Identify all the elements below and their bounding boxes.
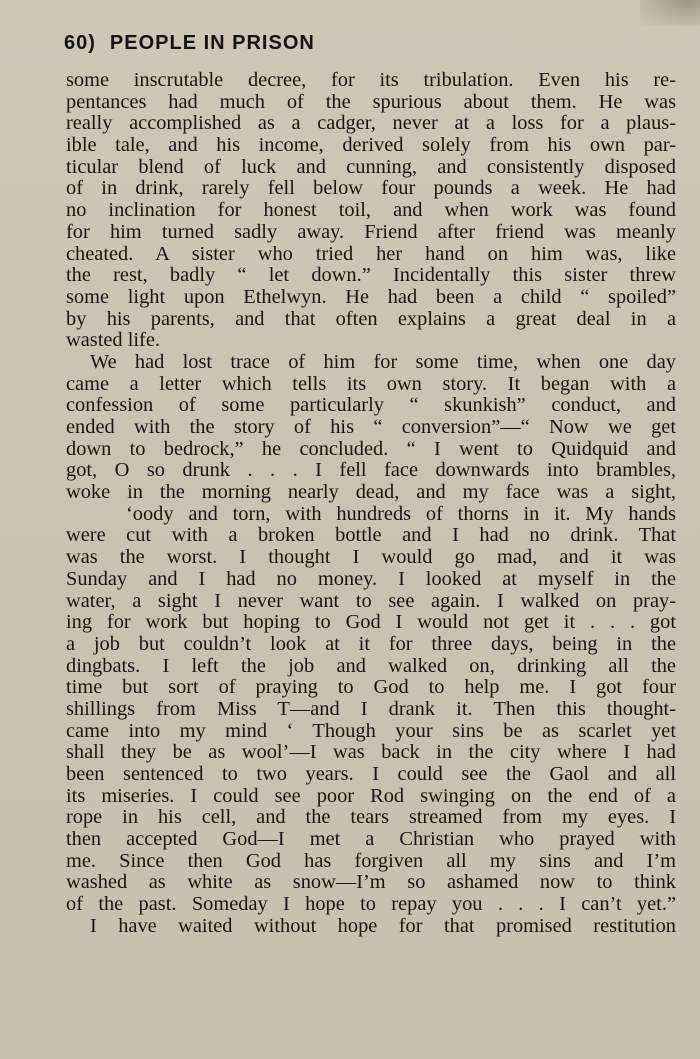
text-line: shillings from Miss T—and I drank it. Then this thought- xyxy=(66,697,676,720)
text-line: a job but couldn’t look at it for three days, being in the xyxy=(66,632,676,655)
text-line: confession of some particularly “ skunkish” conduct, and xyxy=(66,394,676,417)
text-line: me. Since then God has forgiven all my sins and I’m xyxy=(66,849,676,872)
text-line: some inscrutable decree, for its tribulation. Even his re- xyxy=(66,69,676,91)
text-line: by his parents, and that often explains a great deal in a xyxy=(66,307,676,330)
text-line: ‘oody and torn, with hundreds of thorns in it. My hands xyxy=(126,502,676,525)
text-line: I have waited without hope for that promised restitution xyxy=(90,914,676,937)
text-line: time but sort of praying to God to help me. I got four xyxy=(66,676,676,699)
text-line: its miseries. I could see poor Rod swinging on the end of a xyxy=(66,784,676,807)
text-line: dingbats. I left the job and walked on, drinking all the xyxy=(66,654,676,677)
page-corner-shading xyxy=(640,0,700,26)
text-line: wasted life. xyxy=(66,329,160,352)
running-head xyxy=(64,32,315,55)
text-line: rope in his cell, and the tears streamed from my eyes. I xyxy=(66,806,676,829)
text-line: We had lost trace of him for some time, when one day xyxy=(90,350,676,373)
page-number: 60) xyxy=(64,32,96,54)
text-line: ended with the story of his “ conversion”—“ Now we get xyxy=(66,416,676,438)
text-line: been sentenced to two years. I could see the Gaol and all xyxy=(66,763,676,785)
text-line: was the worst. I thought I would go mad, and it was xyxy=(66,546,676,569)
text-line: of in drink, rarely fell below four pounds a week. He had xyxy=(66,177,676,200)
text-line: for him turned sadly away. Friend after friend was meanly xyxy=(66,220,676,243)
text-line: were cut with a broken bottle and I had no drink. That xyxy=(66,524,676,547)
text-line: ing for work but hoping to God I would not get it . . . got xyxy=(66,611,676,634)
text-line: water, a sight I never want to see again. I walked on pray- xyxy=(66,589,676,612)
text-line: got, O so drunk . . . I fell face downwards into brambles, xyxy=(66,459,676,482)
text-line: Sunday and I had no money. I looked at myself in the xyxy=(66,567,676,590)
text-line: came a letter which tells its own story. It began with a xyxy=(66,372,676,395)
text-line: ible tale, and his income, derived solely from his own par- xyxy=(66,134,676,157)
text-line: ticular blend of luck and cunning, and consistently disposed xyxy=(66,155,676,178)
body-text xyxy=(66,70,676,938)
text-line: of the past. Someday I hope to repay you . . . I can’t yet.” xyxy=(66,893,676,916)
text-line: shall they be as wool’—I was back in the city where I had xyxy=(66,741,676,764)
text-line: came into my mind ‘ Though your sins be as scarlet yet xyxy=(66,719,676,742)
text-line: no inclination for honest toil, and when work was found xyxy=(66,199,676,222)
chapter-title: PEOPLE IN PRISON xyxy=(109,32,315,54)
text-line: cheated. A sister who tried her hand on him was, like xyxy=(66,242,676,265)
text-line: really accomplished as a cadger, never at a loss for a plaus- xyxy=(66,112,676,135)
text-line: down to bedrock,” he concluded. “ I went to Quidquid and xyxy=(66,437,676,460)
text-line: woke in the morning nearly dead, and my face was a sight, xyxy=(66,481,676,504)
text-line: washed as white as snow—I’m so ashamed now to think xyxy=(66,871,676,894)
text-line: some light upon Ethelwyn. He had been a child “ spoiled” xyxy=(66,285,676,308)
text-line: then accepted God—I met a Christian who prayed with xyxy=(66,828,676,851)
text-line: the rest, badly “ let down.” Incidentally this sister threw xyxy=(66,264,676,287)
text-line: pentances had much of the spurious about them. He was xyxy=(66,90,676,113)
